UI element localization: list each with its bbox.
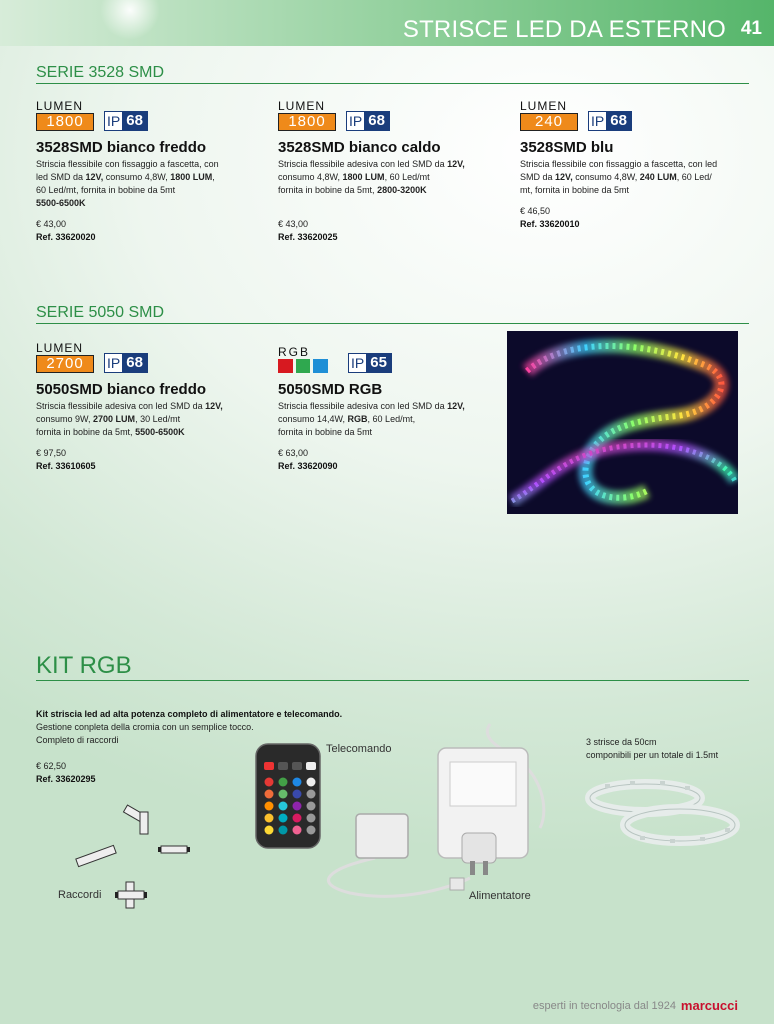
footer-tagline: esperti in tecnologia dal 1924 [532,1000,676,1012]
desc-line [36,413,261,426]
desc-text: mt, fornita in bobine da 5mt [520,185,630,195]
desc-line [36,184,261,197]
desc-text: fornita in bobine da 5mt, [278,185,378,195]
desc-text: , 60 Led/ [676,172,712,182]
kit-ref: Ref. 33620295 [36,774,96,784]
ip-badge [104,111,148,131]
ip-badge [348,353,392,373]
desc-line [278,413,503,426]
lumen-label: LUMEN [36,341,84,355]
connectors-icon [66,800,206,910]
product-ref: Ref. 33610605 [36,461,96,471]
product-desc [36,400,261,439]
badges [36,341,261,373]
rgb-badge [278,346,328,373]
ip-badge [346,111,390,131]
ip-label: IP [107,355,121,371]
lumen-value: 1800 [278,113,336,131]
product-price: € 63,00 [278,448,309,458]
caption-power-supply: Alimentatore [469,890,531,902]
ip-label: IP [107,113,121,129]
desc-bold-text: 5500-6500K [36,198,86,208]
product-desc [520,158,745,197]
desc-text: consumo 4,8W, [278,172,343,182]
desc-line [278,400,503,413]
product-price: € 43,00 [278,219,309,229]
blue-bar [313,359,328,373]
product-desc [278,400,503,439]
power-supply-icon [290,718,570,908]
caption-remote: Telecomando [326,743,392,755]
section-rule [36,83,749,84]
desc-text: fornita in bobine da 5mt, [36,427,136,437]
ip-code: 65 [366,354,391,372]
kit-price: € 62,50 [36,761,67,771]
desc-bold-text: 2700 LUM [93,414,136,424]
desc-text: led SMD da [36,172,86,182]
led-strip-illustration [507,331,738,514]
lumen-badge [36,100,94,131]
desc-text: , 60 Led/mt [384,172,430,182]
desc-line [278,171,503,184]
desc-text: consumo 9W, [36,414,94,424]
caption-connectors: Raccordi [58,889,102,901]
caption-strips [586,736,756,762]
desc-line [36,158,261,171]
kit-line-2: Completo di raccordi [36,735,119,745]
section-title-3528: SERIE 3528 SMD [36,64,165,81]
product-name: 3528SMD bianco caldo [278,139,441,156]
product-desc [278,158,503,197]
desc-bold-text: 2800-3200K [377,185,427,195]
desc-text: SMD da [520,172,556,182]
desc-text: Striscia flessibile adesiva con led SMD da [278,159,448,169]
product-name: 3528SMD blu [520,139,614,156]
product-5050-cold-white [36,341,261,473]
lumen-value: 2700 [36,355,94,373]
desc-line [278,184,503,197]
desc-line [278,426,503,439]
desc-text: , [212,172,215,182]
ip-badge [588,111,632,131]
lumen-label: LUMEN [278,99,326,113]
ip-label: IP [349,113,363,129]
product-ref: Ref. 33620020 [36,232,96,242]
desc-bold-text: 1800 LUM [170,172,213,182]
badges [36,99,261,131]
kit-line-1: Gestione conpleta della cromia con un semplice tocco. [36,722,254,732]
lumen-value: 1800 [36,113,94,131]
desc-line [36,426,261,439]
rgb-led-strip-photo [507,331,738,514]
desc-line [36,197,261,210]
desc-bold-text: 5500-6500K [135,427,185,437]
product-desc [36,158,261,210]
product-price: € 46,50 [520,206,551,216]
page-number: 41 [740,18,762,39]
desc-line [520,184,745,197]
desc-text: fornita in bobine da 5mt [278,427,373,437]
desc-text: , 30 Led/mt [135,414,181,424]
desc-bold-text: RGB [347,414,368,424]
desc-text: Striscia flessibile con fissaggio a fascetta, con led [520,159,718,169]
lumen-label: LUMEN [520,99,568,113]
ip-label: IP [351,355,365,371]
page-title: STRISCE LED DA ESTERNO [402,16,726,43]
product-5050-rgb [278,341,503,473]
lumen-badge [36,342,94,373]
lumen-badge [520,100,578,131]
desc-bold-text: 1800 LUM [342,172,385,182]
rgb-label: RGB [278,345,311,359]
desc-bold-text: 12V, [447,159,465,169]
section-rule [36,323,749,324]
desc-bold-text: 12V, [555,172,573,182]
section-rule [36,680,749,681]
caption-strips-line-2: componibili per un totale di 1.5mt [586,750,719,760]
product-name: 5050SMD RGB [278,381,383,398]
desc-bold-text: 12V, [85,172,104,182]
product-name: 3528SMD bianco freddo [36,139,207,156]
badges [278,341,503,373]
ip-code: 68 [364,112,389,130]
desc-text: Striscia flessibile adesiva con led SMD da [36,401,206,411]
badges [278,99,503,131]
desc-text: Striscia flessibile con fissaggio a fascetta, con [36,159,219,169]
brand-logo: marcucci [680,998,738,1013]
ip-label: IP [591,113,605,129]
desc-bold-text: 12V, [205,401,223,411]
ip-code: 68 [606,112,631,130]
ip-badge [104,353,148,373]
product-3528-blue [520,99,745,231]
ip-code: 68 [122,354,147,372]
lumen-label: LUMEN [36,99,84,113]
product-ref: Ref. 33620090 [278,461,338,471]
desc-line [36,400,261,413]
product-3528-cold-white [36,99,261,244]
desc-text: Striscia flessibile adesiva con led SMD da [278,401,448,411]
section-title-kit: KIT RGB [36,652,132,679]
kit-headline: Kit striscia led ad alta potenza completo di alimentatore e telecomando. [36,709,343,719]
lumen-value: 240 [520,113,578,131]
red-bar [278,359,293,373]
desc-text: consumo 4,8W, [572,172,640,182]
lumen-badge [278,100,336,131]
caption-strips-line-1: 3 strisce da 50cm [586,737,657,747]
desc-text: 60 Led/mt, fornita in bobine da 5mt [36,185,176,195]
product-price: € 43,00 [36,219,67,229]
product-ref: Ref. 33620025 [278,232,338,242]
product-ref: Ref. 33620010 [520,219,580,229]
green-bar [296,359,311,373]
product-3528-warm-white [278,99,503,244]
desc-bold-text: 12V, [447,401,465,411]
desc-line [278,158,503,171]
product-name: 5050SMD bianco freddo [36,381,207,398]
rgb-color-bars [278,359,328,373]
desc-line [36,171,261,184]
led-strips-coil-icon [585,770,740,860]
badges [520,99,745,131]
desc-text: , 60 Led/mt, [367,414,416,424]
desc-text: consumo 4,8W, [103,172,171,182]
desc-line [520,171,745,184]
product-price: € 97,50 [36,448,67,458]
ip-code: 68 [122,112,147,130]
desc-text: consumo 14,4W, [278,414,348,424]
desc-bold-text: 240 LUM [639,172,677,182]
section-title-5050: SERIE 5050 SMD [36,304,165,321]
desc-line [520,158,745,171]
